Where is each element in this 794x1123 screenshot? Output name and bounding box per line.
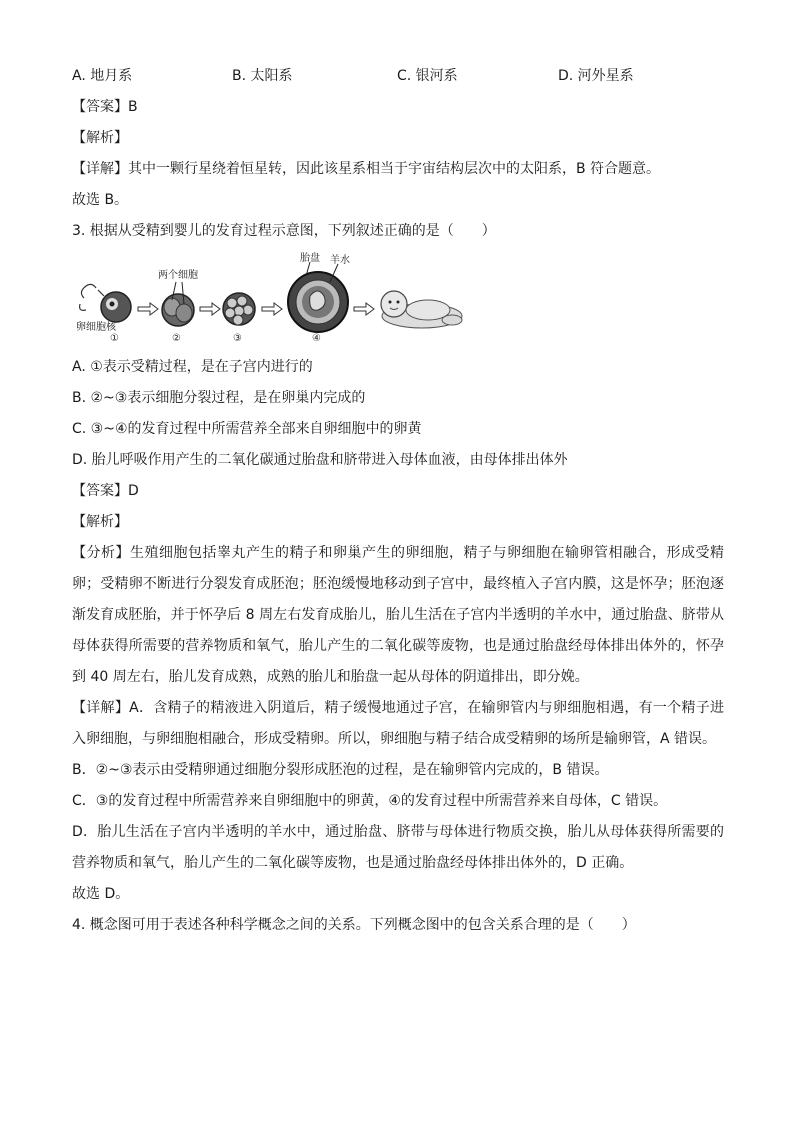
- q2-option-c: C. 银河系: [397, 68, 458, 84]
- q3-detail-a: 【详解】A．含精子的精液进入阴道后，精子缓慢地通过子宫，在输卵管内与卵细胞相遇，有一个精子进入卵细胞，与卵细胞相融合，形成受精卵。所以，卵细胞与精子结合成受精卵的场所是输卵管，A 错误。: [72, 700, 724, 747]
- egg-cell-illustration: [80, 284, 131, 322]
- q2-detail: 【详解】其中一颗行星绕着恒星转，因此该星系相当于宇宙结构层次中的太阳系，B 符合题意。: [72, 161, 661, 177]
- two-cells-label: 两个细胞: [158, 270, 198, 281]
- q3-option-d: D. 胎儿呼吸作用产生的二氧化碳通过胎盘和脐带进入母体血液，由母体排出体外: [72, 452, 568, 468]
- development-diagram: [72, 250, 472, 345]
- q3-analysis-paragraph: 【分析】生殖细胞包括睾丸产生的精子和卵巢产生的卵细胞，精子与卵细胞在输卵管相融合，形成受精卵；受精卵不断进行分裂发育成胚泡；胚泡缓慢地移动到子宫中，最终植入子宫内膜，这是怀孕；胚泡逐渐发育成胚胎，并于怀孕后 8 周左右发育成胎儿，胎儿生活在子宫内半透明的羊水中，通过胎盘、脐带从母体获得所需要的营养物质和氧气，胎儿产生的二氧化碳等废物，也是通过胎盘经母体排出体外的，怀孕到 40 周左右，胎儿发育成熟，成熟的胎儿和胎盘一起从母体的阴道排出，即分娩。: [72, 545, 724, 685]
- arrow-icon: [200, 303, 220, 315]
- nucleus-label: 卵细胞核: [76, 322, 116, 333]
- arrow-icon: [138, 303, 158, 315]
- q3-option-c: C. ③~④的发育过程中所需营养全部来自卵细胞中的卵黄: [72, 421, 422, 437]
- q3-option-a: A. ①表示受精过程，是在子宫内进行的: [72, 359, 313, 375]
- q3-answer: 【答案】D: [72, 483, 139, 499]
- q4-stem: 4. 概念图可用于表述各种科学概念之间的关系。下列概念图中的包含关系合理的是（ ）: [72, 917, 636, 933]
- step-1-label: ①: [110, 333, 119, 344]
- placenta-label: 胎盘: [300, 253, 320, 264]
- q2-choose: 故选 B。: [72, 192, 129, 208]
- arrow-icon: [262, 303, 282, 315]
- q3-analysis-heading: 【解析】: [72, 514, 128, 530]
- step-2-label: ②: [172, 333, 181, 344]
- morula-illustration: [223, 293, 255, 325]
- fetus-illustration: [288, 262, 348, 332]
- q3-detail-c: C．③的发育过程中所需营养来自卵细胞中的卵黄，④的发育过程中所需营养来自母体，C 错误。: [72, 793, 668, 809]
- q2-answer: 【答案】B: [72, 99, 138, 115]
- q3-detail-d: D．胎儿生活在子宫内半透明的羊水中，通过胎盘、脐带与母体进行物质交换，胎儿从母体获得所需要的营养物质和氧气，胎儿产生的二氧化碳等废物，也是通过胎盘经母体排出体外的，D 正确。: [72, 824, 724, 871]
- q3-detail-b: B．②~③表示由受精卵通过细胞分裂形成胚泡的过程，是在输卵管内完成的，B 错误。: [72, 762, 609, 778]
- q3-stem: 3. 根据从受精到婴儿的发育过程示意图，下列叙述正确的是（ ）: [72, 223, 496, 239]
- amniotic-fluid-label: 羊水: [330, 255, 350, 266]
- q3-option-b: B. ②~③表示细胞分裂过程，是在卵巢内完成的: [72, 390, 366, 406]
- step-4-label: ④: [312, 333, 321, 344]
- q3-choose: 故选 D。: [72, 886, 130, 902]
- two-cell-illustration: [162, 282, 194, 326]
- step-3-label: ③: [233, 333, 242, 344]
- q2-option-a: A. 地月系: [72, 68, 133, 84]
- q2-option-b: B. 太阳系: [232, 68, 293, 84]
- q2-option-d: D. 河外星系: [558, 68, 634, 84]
- q2-analysis-heading: 【解析】: [72, 130, 128, 146]
- arrow-icon: [354, 303, 374, 315]
- baby-illustration: [381, 291, 462, 328]
